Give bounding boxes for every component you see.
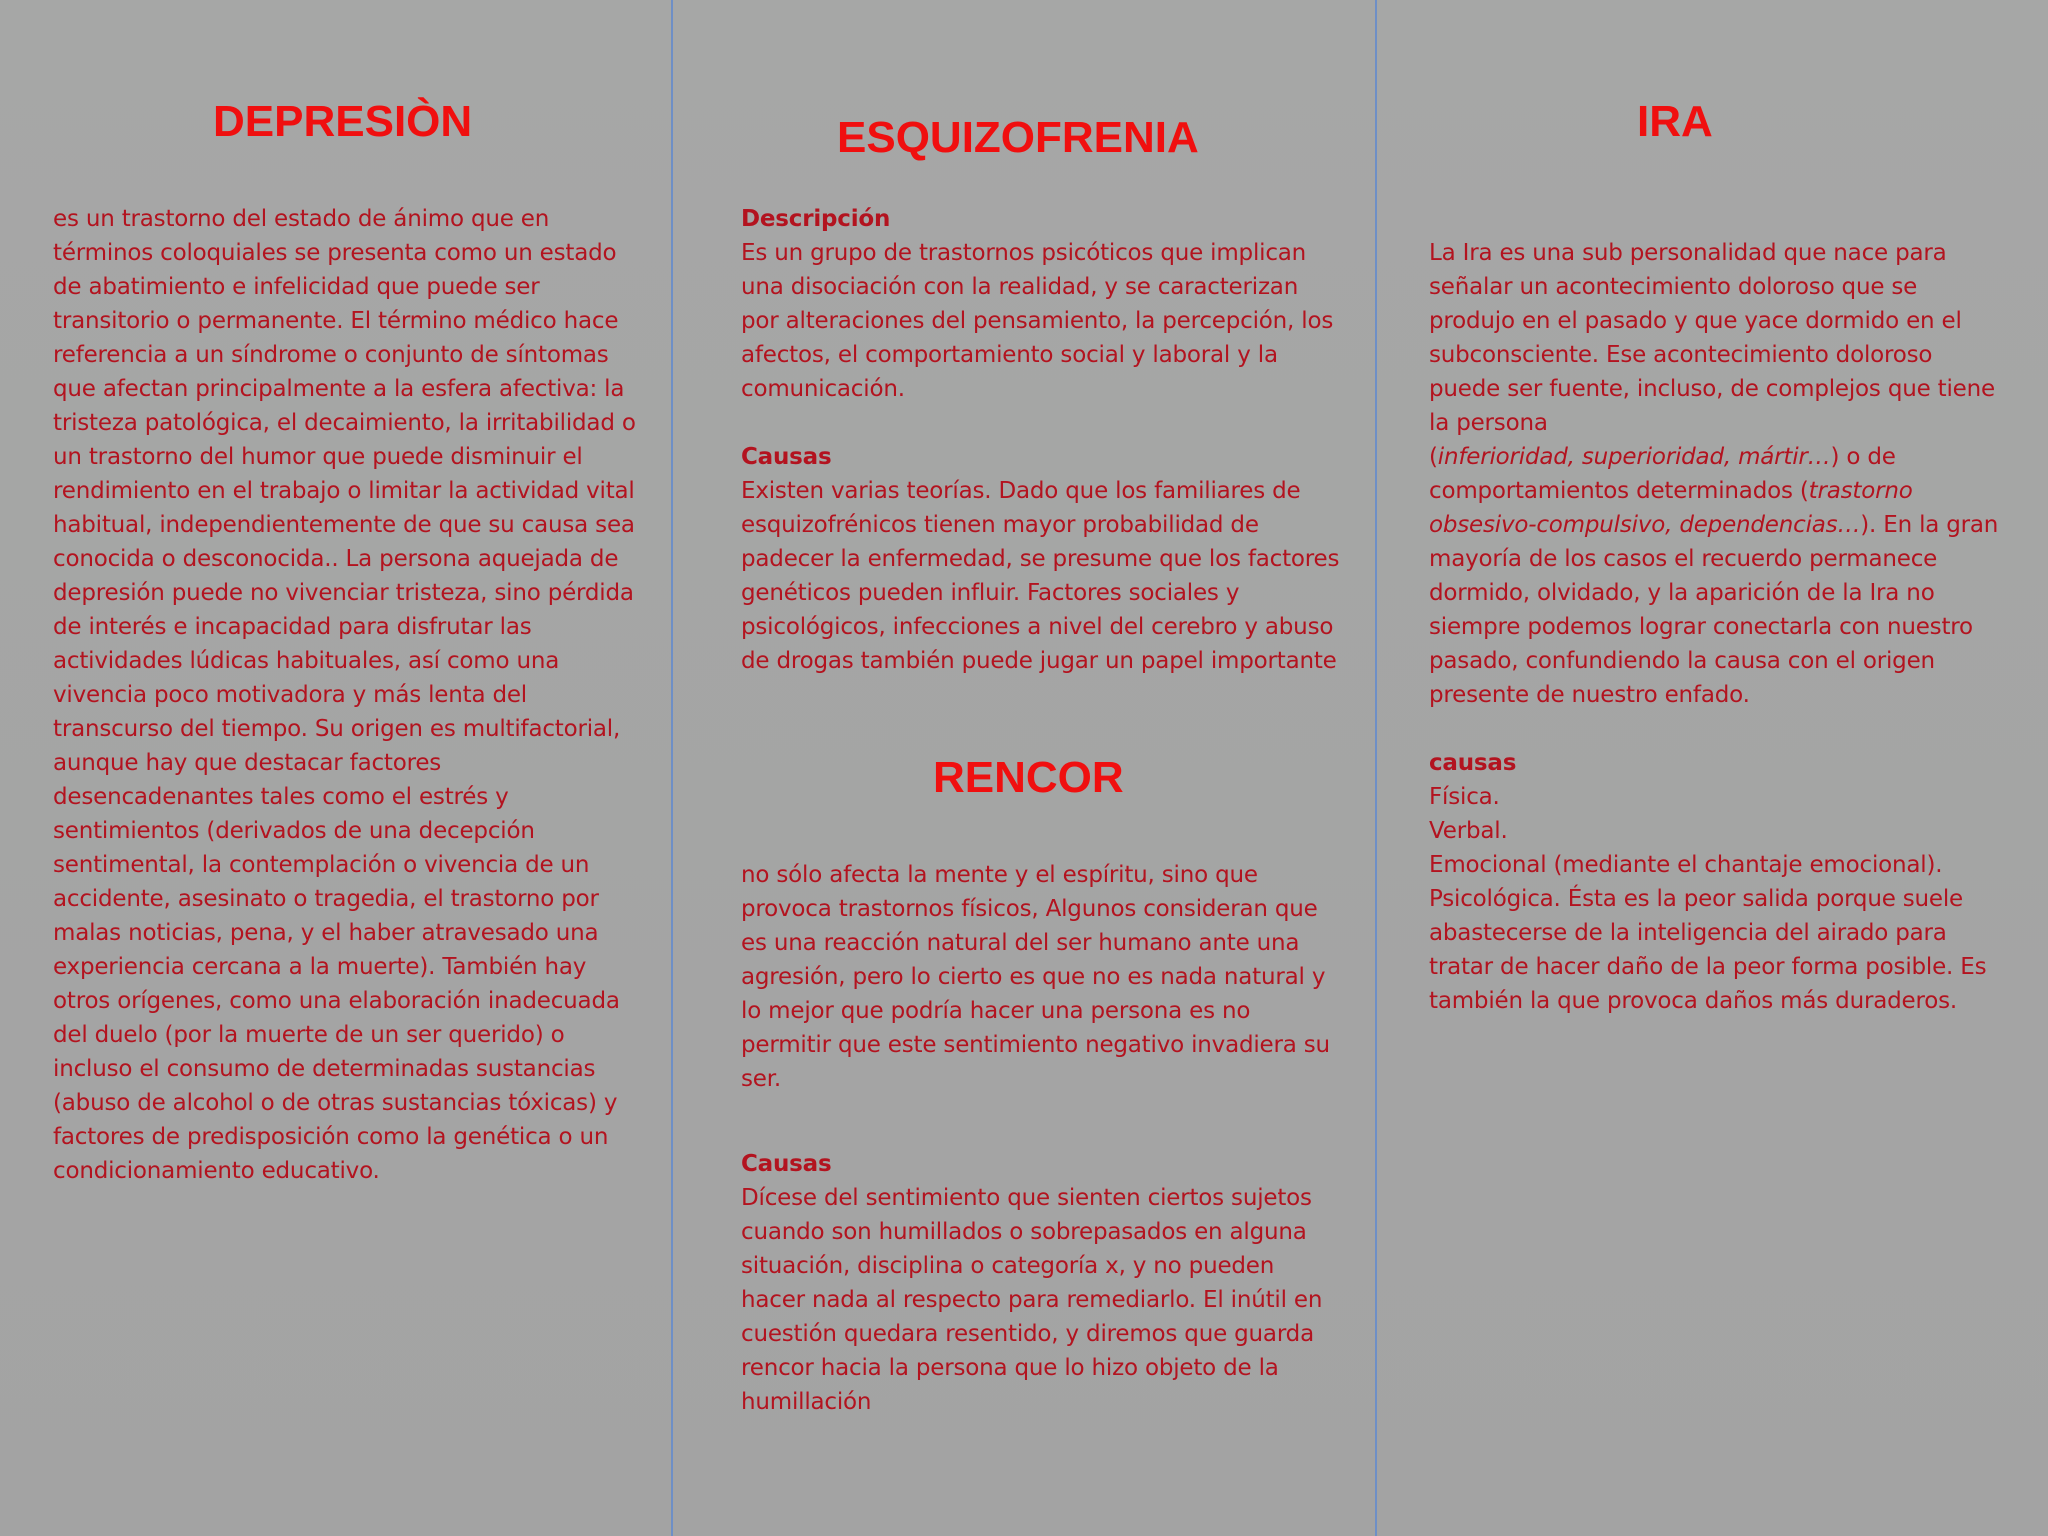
column-depresion [0,0,671,1536]
ira-intro [1429,236,2009,712]
column-ira [1377,0,2048,1536]
title-rencor: RENCOR [933,753,1124,802]
causes-label: Causas [741,444,832,470]
description-text: Es un grupo de trastornos psicóticos que implican una disociación con la realidad, y se caracterizan por alteraciones del pensamiento, la percepción, los afectos, el comportamiento social y laboral y la comunicación. [741,240,1334,402]
ira-italic-behaviors: trastorno obsesivo-compulsivo, dependencias… [1429,478,1913,538]
rencor-causes-section [741,1147,1341,1419]
ira-cause-item: Física. [1429,784,1500,810]
ira-intro-text: La Ira es una sub personalidad que nace para señalar un acontecimiento doloroso que se produjo en el pasado y que yace dormido en el subconsciente. Ese acontecimiento doloroso puede ser fuente, incluso, de complejos que tiene la persona [1429,240,1995,436]
ira-cause-item: Verbal. [1429,818,1508,844]
ira-cause-item: Emocional (mediante el chantaje emocional). [1429,852,1943,878]
ira-cause-item: Psicológica. Ésta es la peor salida porque suele abastecerse de la inteligencia del airado para tratar de hacer daño de la peor forma posible. Es también la que provoca daños más duraderos. [1429,886,1987,1014]
esquizofrenia-section [741,202,1341,678]
title-ira: IRA [1637,97,1713,146]
column-esquizofrenia [673,0,1375,1536]
ira-section [1429,236,2009,1018]
ira-italic-complexes: inferioridad, superioridad, mártir… [1437,444,1831,470]
ira-rest-text: ). En la gran mayoría de los casos el recuerdo permanece dormido, olvidado, y la aparición de la Ira no siempre podemos lograr conectarla con nuestro pasado, confundiendo la causa con el origen presente de nuestro enfado. [1429,512,1999,708]
ira-mid-text: ) o de comportamientos determinados ( [1429,444,1896,504]
depresion-body: es un trastorno del estado de ánimo que en términos coloquiales se presenta como un estado de abatimiento e infelicidad que puede ser transitorio o permanente. El término médico hace referencia a un síndrome o conjunto de síntomas que afectan principalmente a la esfera afectiva: la tristeza patológica, el decaimiento, la irritabilidad o un trastorno del humor que puede disminuir el rendimiento en el trabajo o limitar la actividad vital habitual, independientemente de que su causa sea conocida o desconocida.. La persona aquejada de depresión puede no vivenciar tristeza, sino pérdida de interés e incapacidad para disfrutar las actividades lúdicas habituales, así como una vivencia poco motivadora y más lenta del transcurso del tiempo. Su origen es multifactorial, aunque hay que destacar factores desencadenantes tales como el estrés y sentimientos (derivados de una decepción sentimental, la contemplación o vivencia de un accidente, asesinato o tragedia, el trastorno por malas noticias, pena, y el haber atravesado una experiencia cercana a la muerte). También hay otros orígenes, como una elaboración inadecuada del duelo (por la muerte de un ser querido) o incluso el consumo de determinadas sustancias (abuso de alcohol o de otras sustancias tóxicas) y factores de predisposición como la genética o un condicionamiento educativo. [53,206,636,1184]
ira-causes-label: causas [1429,750,1517,776]
causes-text: Existen varias teorías. Dado que los familiares de esquizofrénicos tienen mayor probabilidad de padecer la enfermedad, se presume que los factores genéticos pueden influir. Factores sociales y psicológicos, infecciones a nivel del cerebro y abuso de drogas también puede jugar un papel importante [741,478,1340,674]
rencor-causes-text: Dícese del sentimiento que sienten ciertos sujetos cuando son humillados o sobrepasados en alguna situación, disciplina o categoría x, y no pueden hacer nada al respecto para remediarlo. El inútil en cuestión quedara resentido, y diremos que guarda rencor hacia la persona que lo hizo objeto de la humillación [741,1185,1323,1415]
title-depresion: DEPRESIÒN [213,97,473,146]
rencor-text: no sólo afecta la mente y el espíritu, sino que provoca trastornos físicos, Algunos consideran que es una reacción natural del ser humano ante una agresión, pero lo cierto es que no es nada natural y lo mejor que podría hacer una persona es no permitir que este sentimiento negativo invadiera su ser. [741,862,1330,1092]
description-label: Descripción [741,206,891,232]
title-esquizofrenia: ESQUIZOFRENIA [837,113,1199,162]
rencor-causes-label: Causas [741,1151,832,1177]
ira-paren-open: ( [1429,444,1438,470]
